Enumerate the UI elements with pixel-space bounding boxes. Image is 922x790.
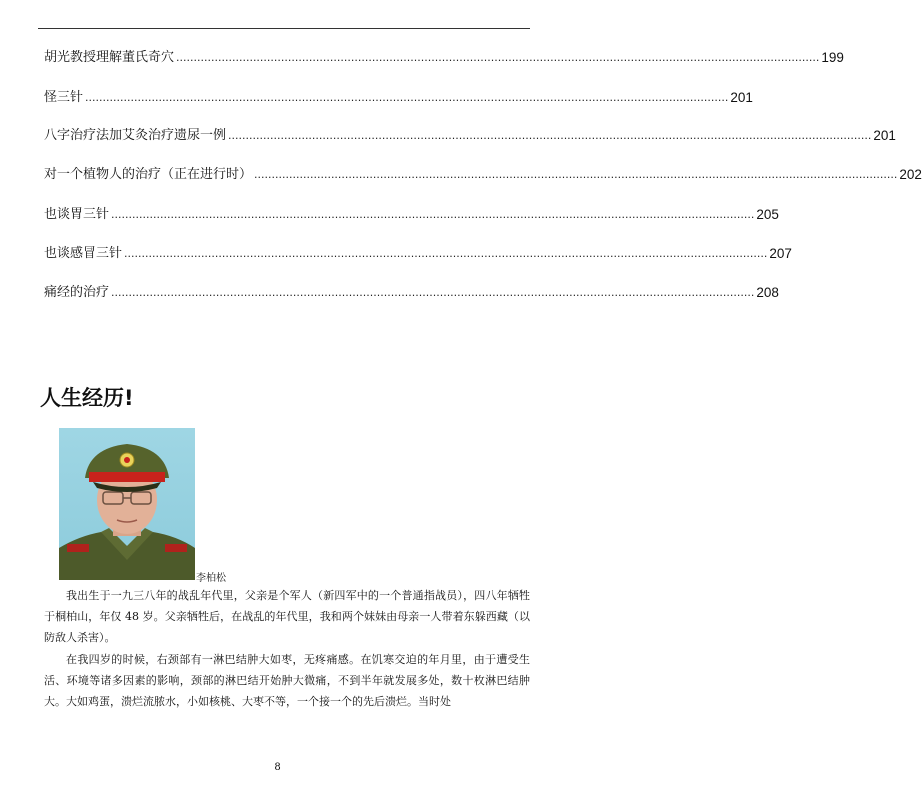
header-rule [38,28,530,29]
toc-leader-dots: ........................................................................................................................................................................................ [111,286,755,299]
toc-entry-page: 199 [821,50,844,65]
toc-entry[interactable] [44,204,779,222]
toc-leader-dots: ........................................................................................................................................................................................ [85,91,729,104]
toc-entry-title: 也谈胃三针 [44,207,110,222]
toc-leader-dots: ........................................................................................................................................................................................ [111,208,755,221]
page-number: 8 [274,762,281,773]
toc-leader-dots: ........................................................................................................................................................................................ [124,247,768,260]
photo-caption: 李柏松 [196,573,226,584]
portrait-photo [59,428,195,580]
toc-entry-page: 202 [899,167,922,182]
portrait-illustration [59,428,195,580]
toc-entry-title: 八字治疗法加艾灸治疗遗尿一例 [44,128,227,143]
toc-entry[interactable] [44,243,792,261]
toc-entry-title: 也谈感冒三针 [44,246,123,261]
toc-entry-title: 怪三针 [44,90,84,105]
toc-entry[interactable] [44,282,779,300]
toc-entry[interactable] [44,87,753,105]
toc-leader-dots: ........................................................................................................................................................................................ [228,129,872,142]
toc-leader-dots: ........................................................................................................................................................................................ [176,51,820,64]
toc-entry-page: 205 [756,207,779,222]
toc-entry-title: 对一个植物人的治疗（正在进行时） [44,167,253,182]
toc-entry-page: 201 [730,90,753,105]
toc-entry[interactable] [44,164,922,182]
toc-entry[interactable] [44,47,844,65]
toc-entry-title: 胡光教授理解董氏奇穴 [44,50,175,65]
toc-leader-dots: ........................................................................................................................................................................................ [254,168,898,181]
body-paragraph: 我出生于一九三八年的战乱年代里，父亲是个军人（新四军中的一个普通指战员），四八年牺牲于桐柏山，年仅 48 岁。父亲牺牲后，在战乱的年代里，我和两个妹妹由母亲一人带着东躲西藏（以防敌人杀害）。 [44,589,530,644]
toc-entry-page: 201 [873,128,896,143]
toc-entry-page: 207 [769,246,792,261]
toc-entry-title: 痛经的治疗 [44,285,110,300]
toc-entry[interactable] [44,125,896,143]
toc-entry-page: 208 [756,285,779,300]
body-paragraph: 在我四岁的时候，右颈部有一淋巴结肿大如枣，无疼痛感。在饥寒交迫的年月里，由于遭受生活、环境等诸多因素的影响，颈部的淋巴结开始肿大微痛，不到半年就发展多处，数十枚淋巴结肿大。大如鸡蛋，溃烂流脓水，小如核桃、大枣不等，一个接一个的先后溃烂。当时处 [44,653,530,708]
section-heading: 人生经历! [40,386,134,410]
